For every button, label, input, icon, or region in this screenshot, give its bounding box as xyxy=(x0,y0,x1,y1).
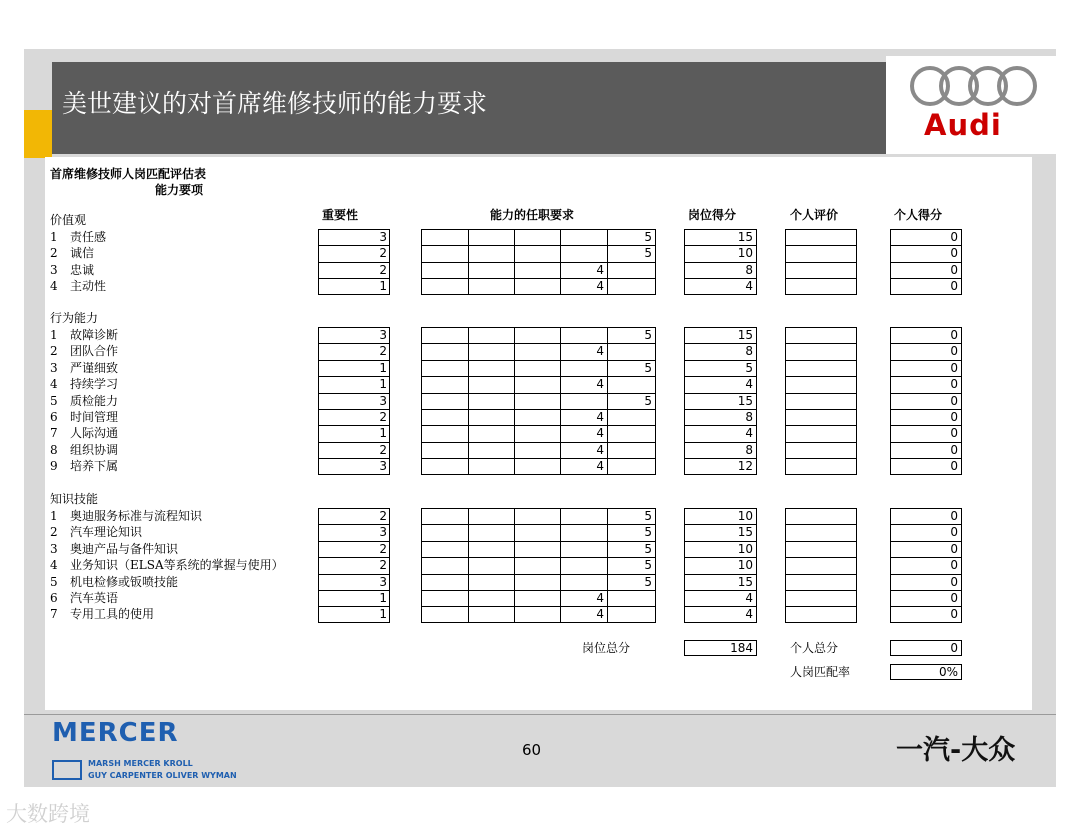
requirement-level: 5 xyxy=(644,328,652,342)
row-divider xyxy=(785,557,857,558)
importance-value: 3 xyxy=(379,459,387,474)
row-number: 2 xyxy=(50,344,58,359)
row-number: 3 xyxy=(50,541,58,556)
row-label: 主动性 xyxy=(70,279,107,294)
post-score-value: 10 xyxy=(737,541,753,556)
row-label: 责任感 xyxy=(70,230,107,244)
post-score-value: 15 xyxy=(737,328,753,342)
mmc-icon xyxy=(52,760,82,780)
row-divider xyxy=(785,524,857,525)
row-label: 汽车英语 xyxy=(70,591,119,605)
section-heading: 价值观 xyxy=(50,213,87,227)
post-score-value: 8 xyxy=(745,442,753,457)
post-score-value: 4 xyxy=(745,426,753,441)
requirement-level: 4 xyxy=(596,607,604,622)
row-divider xyxy=(421,442,656,443)
importance-value: 2 xyxy=(379,509,387,523)
requirement-level: 4 xyxy=(596,426,604,441)
post-total-value: 184 xyxy=(684,640,757,656)
match-rate-label: 人岗匹配率 xyxy=(790,665,851,679)
personal-score-value: 0 xyxy=(950,426,958,441)
requirement-level: 4 xyxy=(596,459,604,474)
row-label: 诚信 xyxy=(70,246,95,261)
requirement-level: 5 xyxy=(644,509,652,523)
section-heading: 知识技能 xyxy=(50,492,99,506)
row-number: 1 xyxy=(50,328,58,342)
personal-score-value: 0 xyxy=(950,360,958,375)
row-divider xyxy=(421,606,656,607)
row-label: 组织协调 xyxy=(70,442,119,457)
row-label: 奥迪产品与备件知识 xyxy=(70,541,179,556)
requirement-level: 5 xyxy=(644,360,652,375)
personal-score-value: 0 xyxy=(950,230,958,244)
row-divider xyxy=(785,541,857,542)
row-divider xyxy=(421,425,656,426)
importance-value: 2 xyxy=(379,246,387,261)
header-importance: 重要性 xyxy=(322,208,359,222)
post-score-value: 15 xyxy=(737,393,753,408)
requirement-level: 4 xyxy=(596,262,604,277)
form-title: 首席维修技师人岗匹配评估表 xyxy=(50,167,207,181)
importance-value: 2 xyxy=(379,410,387,424)
row-divider xyxy=(785,590,857,591)
importance-value: 2 xyxy=(379,262,387,277)
importance-value: 3 xyxy=(379,328,387,342)
row-number: 6 xyxy=(50,410,58,424)
requirement-level: 5 xyxy=(644,541,652,556)
row-divider xyxy=(785,393,857,394)
row-label: 忠诚 xyxy=(70,262,95,277)
row-divider xyxy=(785,376,857,377)
mmc-line1: MARSH MERCER KROLL xyxy=(88,759,193,768)
personal-score-value: 0 xyxy=(950,607,958,622)
row-label: 培养下属 xyxy=(70,459,119,474)
mercer-logo: MERCER xyxy=(52,718,179,748)
row-number: 4 xyxy=(50,558,58,573)
personal-score-value: 0 xyxy=(950,442,958,457)
row-label: 时间管理 xyxy=(70,410,119,424)
row-label: 人际沟通 xyxy=(70,426,119,441)
row-divider xyxy=(785,458,857,459)
row-label: 奥迪服务标准与流程知识 xyxy=(70,509,203,523)
importance-value: 1 xyxy=(379,377,387,392)
post-score-value: 4 xyxy=(745,377,753,392)
row-number: 6 xyxy=(50,591,58,605)
post-score-value: 10 xyxy=(737,246,753,261)
row-label: 机电检修或钣喷技能 xyxy=(70,574,179,589)
requirement-level: 4 xyxy=(596,442,604,457)
accent-bar xyxy=(24,110,52,158)
post-score-value: 12 xyxy=(737,459,753,474)
personal-score-value: 0 xyxy=(950,525,958,540)
personal-total-label: 个人总分 xyxy=(790,641,839,655)
personal-score-value: 0 xyxy=(950,344,958,359)
personal-score-value: 0 xyxy=(950,410,958,424)
row-label: 质检能力 xyxy=(70,393,119,408)
post-score-value: 8 xyxy=(745,262,753,277)
audi-wordmark: Audi xyxy=(924,108,1002,142)
row-divider xyxy=(421,262,656,263)
row-number: 2 xyxy=(50,525,58,540)
personal-score-value: 0 xyxy=(950,509,958,523)
personal-score-value: 0 xyxy=(950,377,958,392)
importance-value: 3 xyxy=(379,393,387,408)
post-score-value: 15 xyxy=(737,230,753,244)
match-rate-value: 0% xyxy=(890,664,962,680)
importance-value: 2 xyxy=(379,541,387,556)
requirement-level: 4 xyxy=(596,410,604,424)
importance-value: 2 xyxy=(379,442,387,457)
personal-eval-column xyxy=(785,327,857,475)
personal-score-value: 0 xyxy=(950,558,958,573)
row-label: 故障诊断 xyxy=(70,328,119,342)
row-divider xyxy=(785,425,857,426)
slide-title: 美世建议的对首席维修技师的能力要求 xyxy=(52,62,886,154)
row-number: 5 xyxy=(50,393,58,408)
post-score-value: 4 xyxy=(745,279,753,294)
row-label: 汽车理论知识 xyxy=(70,525,143,540)
importance-value: 3 xyxy=(379,525,387,540)
row-number: 8 xyxy=(50,442,58,457)
requirement-level: 4 xyxy=(596,591,604,605)
grid-divider xyxy=(514,327,515,475)
requirement-level: 5 xyxy=(644,393,652,408)
personal-score-value: 0 xyxy=(950,262,958,277)
requirement-level: 5 xyxy=(644,246,652,261)
personal-score-value: 0 xyxy=(950,541,958,556)
footer-divider xyxy=(24,714,1056,715)
importance-value: 3 xyxy=(379,574,387,589)
row-divider xyxy=(785,360,857,361)
post-total-label: 岗位总分 xyxy=(582,641,631,655)
row-number: 1 xyxy=(50,230,58,244)
importance-value: 2 xyxy=(379,558,387,573)
importance-value: 3 xyxy=(379,230,387,244)
row-divider xyxy=(785,343,857,344)
row-divider xyxy=(785,606,857,607)
personal-score-value: 0 xyxy=(950,591,958,605)
importance-value: 1 xyxy=(379,360,387,375)
personal-score-value: 0 xyxy=(950,328,958,342)
requirement-level: 5 xyxy=(644,574,652,589)
header-post-score: 岗位得分 xyxy=(688,208,737,222)
row-label: 持续学习 xyxy=(70,377,119,392)
row-divider xyxy=(785,574,857,575)
grid-divider xyxy=(560,327,561,475)
form-subtitle: 能力要项 xyxy=(155,183,204,197)
row-number: 9 xyxy=(50,459,58,474)
section-heading: 行为能力 xyxy=(50,311,99,325)
row-number: 1 xyxy=(50,509,58,523)
post-score-value: 15 xyxy=(737,574,753,589)
row-divider xyxy=(421,278,656,279)
requirement-level: 4 xyxy=(596,344,604,359)
requirement-level: 4 xyxy=(596,377,604,392)
personal-score-value: 0 xyxy=(950,459,958,474)
row-divider xyxy=(421,376,656,377)
personal-score-value: 0 xyxy=(950,574,958,589)
row-divider xyxy=(421,590,656,591)
post-score-value: 10 xyxy=(737,558,753,573)
post-score-value: 10 xyxy=(737,509,753,523)
requirement-level: 5 xyxy=(644,558,652,573)
audi-logo xyxy=(886,56,1056,154)
row-label: 专用工具的使用 xyxy=(70,607,155,622)
audi-rings-icon xyxy=(908,64,1040,108)
post-score-value: 4 xyxy=(745,591,753,605)
requirement-level: 5 xyxy=(644,230,652,244)
importance-value: 1 xyxy=(379,607,387,622)
importance-value: 1 xyxy=(379,591,387,605)
post-score-value: 8 xyxy=(745,344,753,359)
watermark: 大数跨境 xyxy=(6,802,90,826)
row-divider xyxy=(421,458,656,459)
header-personal-score: 个人得分 xyxy=(894,208,943,222)
header-personal-eval: 个人评价 xyxy=(790,208,839,222)
row-label: 团队合作 xyxy=(70,344,119,359)
row-divider xyxy=(785,442,857,443)
row-number: 3 xyxy=(50,262,58,277)
row-divider xyxy=(785,278,857,279)
header-requirement: 能力的任职要求 xyxy=(490,208,575,222)
post-score-value: 5 xyxy=(745,360,753,375)
personal-score-value: 0 xyxy=(950,393,958,408)
row-divider xyxy=(785,409,857,410)
row-number: 4 xyxy=(50,377,58,392)
row-number: 7 xyxy=(50,607,58,622)
grid-divider xyxy=(468,327,469,475)
importance-value: 1 xyxy=(379,426,387,441)
requirement-level: 5 xyxy=(644,525,652,540)
importance-value: 1 xyxy=(379,279,387,294)
post-score-value: 4 xyxy=(745,607,753,622)
row-label: 业务知识（ELSA等系统的掌握与使用） xyxy=(70,558,284,573)
personal-score-value: 0 xyxy=(950,279,958,294)
grid-divider xyxy=(607,327,608,475)
post-score-value: 15 xyxy=(737,525,753,540)
personal-score-value: 0 xyxy=(950,246,958,261)
row-divider xyxy=(785,245,857,246)
page-number: 60 xyxy=(522,741,542,759)
faw-vw-logo: 一汽-大众 xyxy=(896,735,1016,766)
importance-value: 2 xyxy=(379,344,387,359)
row-number: 4 xyxy=(50,279,58,294)
personal-total-value: 0 xyxy=(890,640,962,656)
row-number: 7 xyxy=(50,426,58,441)
requirement-level: 4 xyxy=(596,279,604,294)
post-score-value: 8 xyxy=(745,410,753,424)
mmc-line2: GUY CARPENTER OLIVER WYMAN xyxy=(88,771,237,780)
row-label: 严谨细致 xyxy=(70,360,119,375)
row-divider xyxy=(421,409,656,410)
row-divider xyxy=(785,262,857,263)
row-divider xyxy=(421,343,656,344)
row-number: 2 xyxy=(50,246,58,261)
row-number: 3 xyxy=(50,360,58,375)
row-number: 5 xyxy=(50,574,58,589)
